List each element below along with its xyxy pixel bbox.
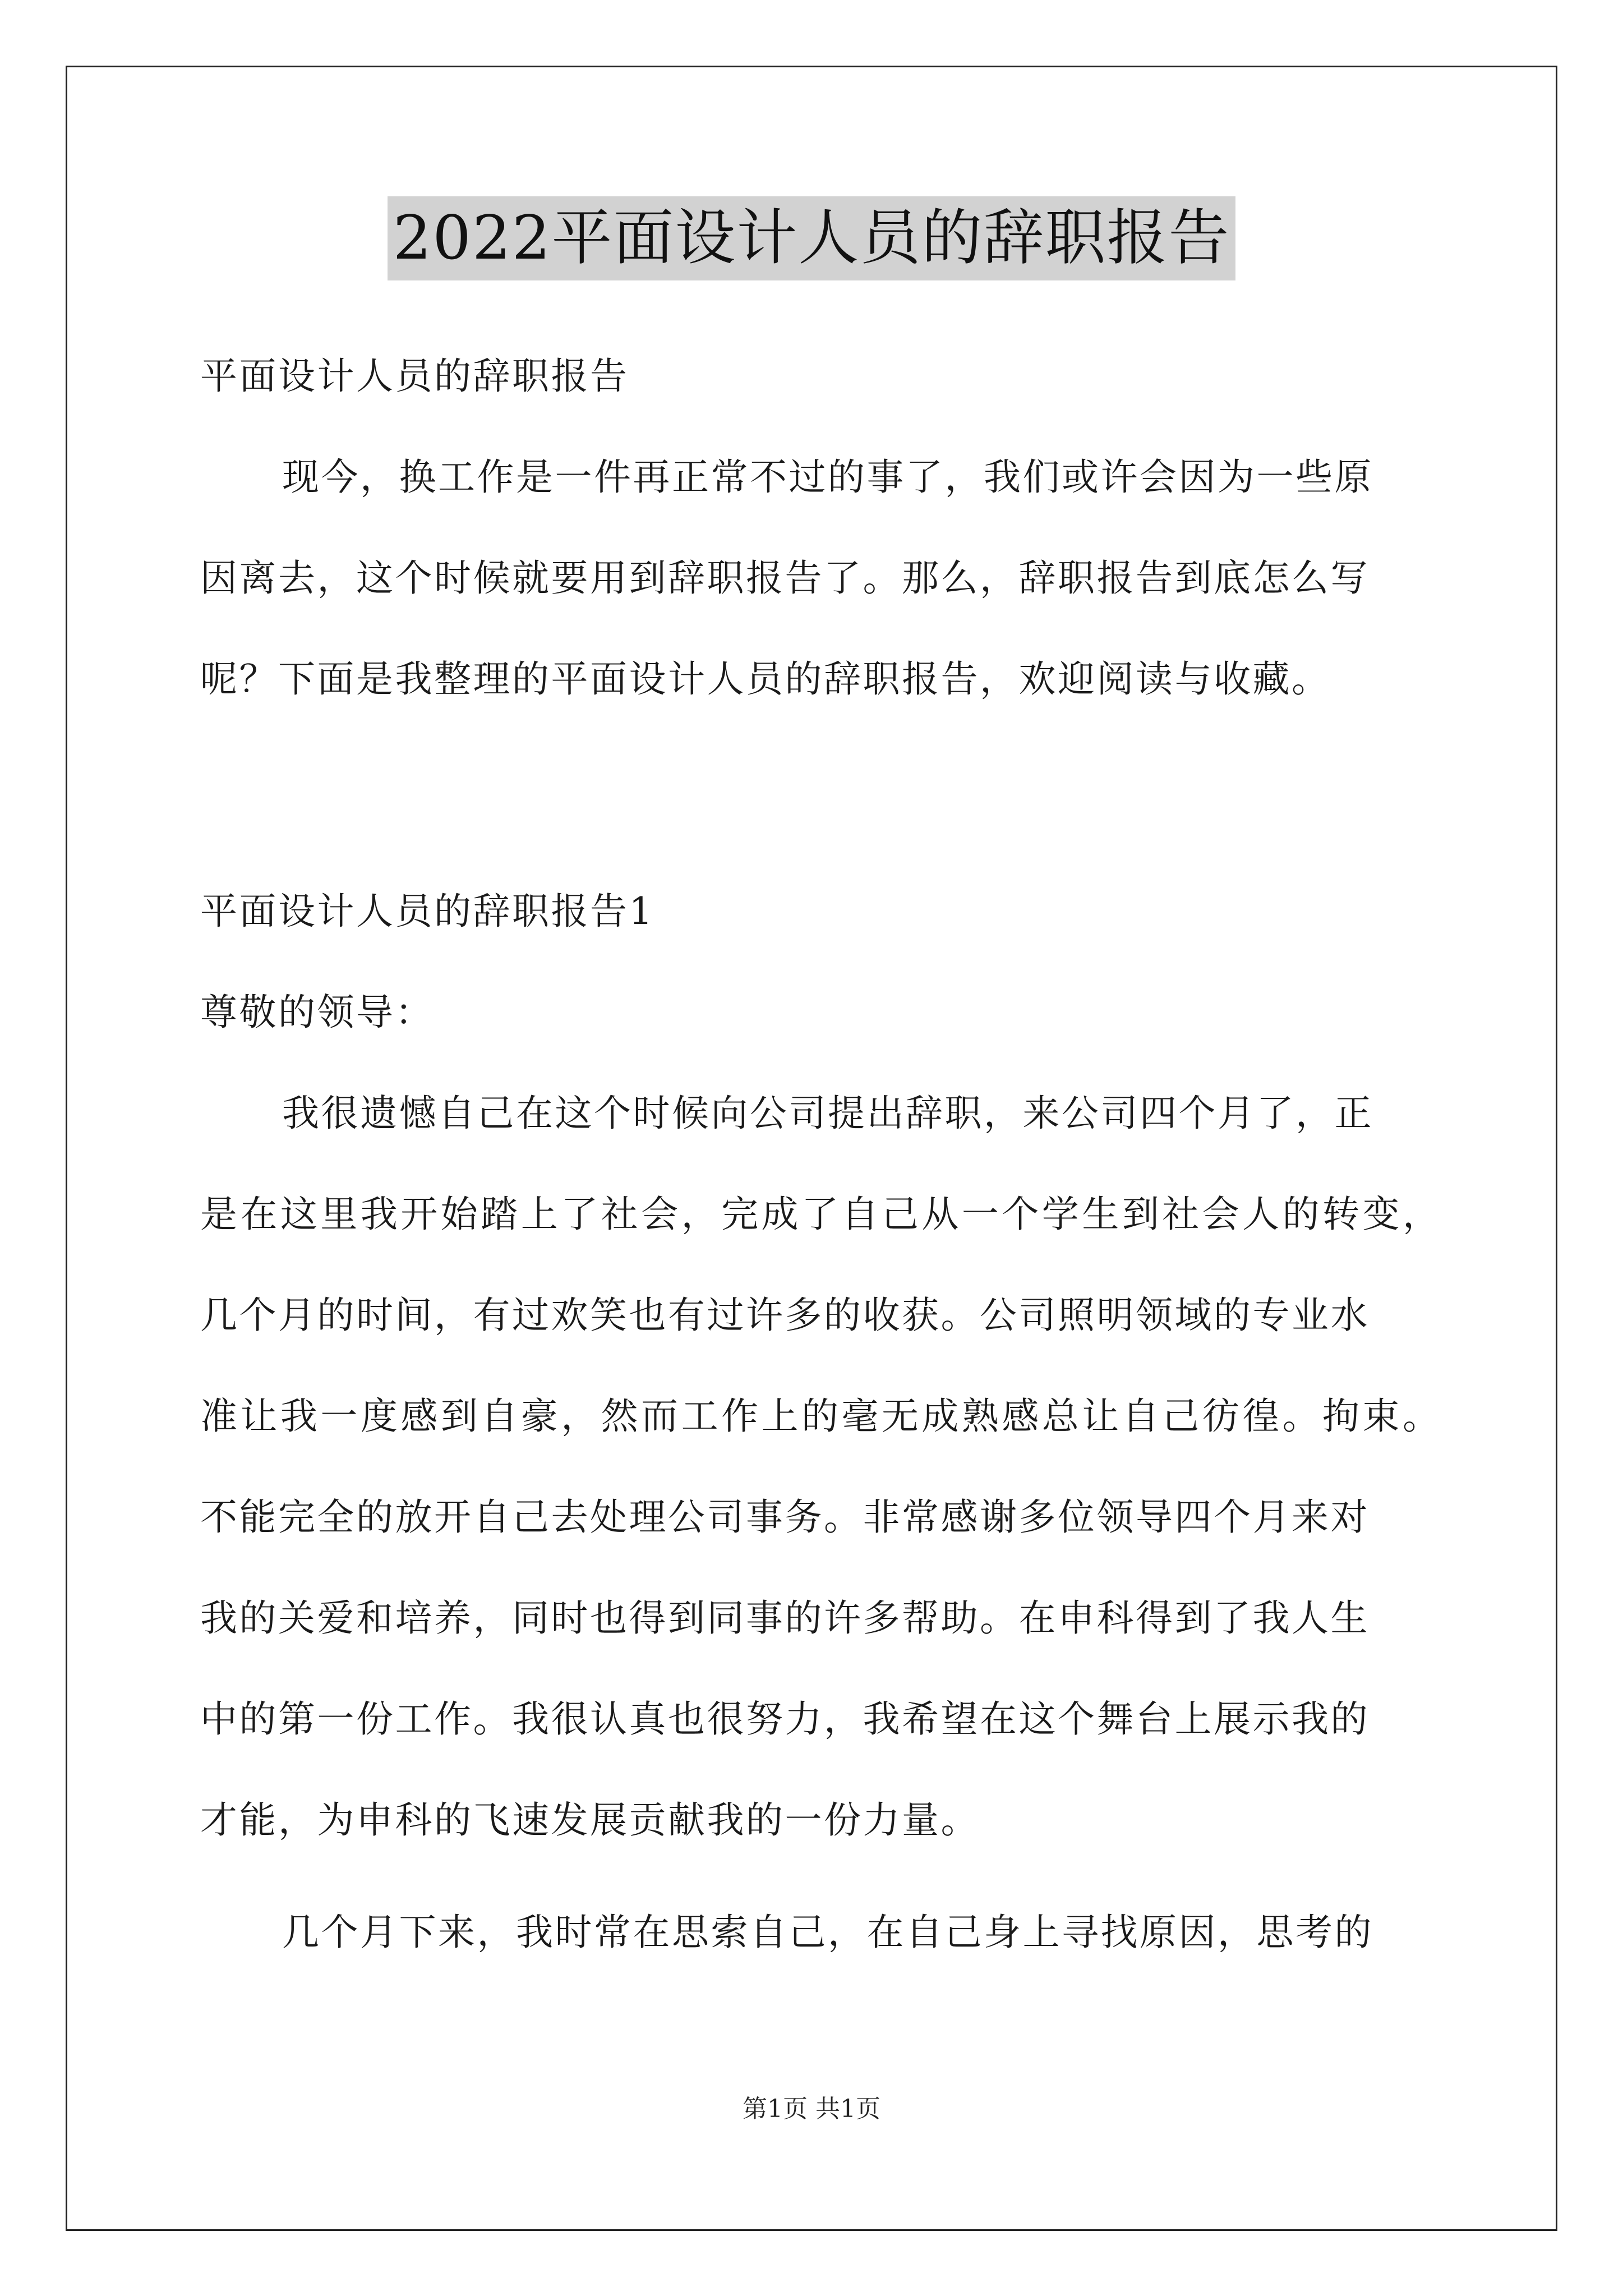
body-line-9: 几个月下来，我时常在思索自己，在自己身上寻找原因，思考的 <box>282 1911 1373 1954</box>
body-line-6: 我的关爱和培养，同时也得到同事的许多帮助。在申科得到了我人生 <box>200 1596 1370 1640</box>
intro-heading: 平面设计人员的辞职报告 <box>200 355 629 398</box>
intro-line-3: 呢？下面是我整理的平面设计人员的辞职报告，欢迎阅读与收藏。 <box>200 657 1331 701</box>
section-heading: 平面设计人员的辞职报告1 <box>200 890 654 933</box>
body-line-8: 才能，为申科的飞速发展贡献我的一份力量。 <box>200 1798 980 1842</box>
intro-line-2: 因离去，这个时候就要用到辞职报告了。那么，辞职报告到底怎么写 <box>200 556 1370 600</box>
body-line-5: 不能完全的放开自己去处理公司事务。非常感谢多位领导四个月来对 <box>200 1496 1370 1539</box>
body-line-1: 我很遗憾自己在这个时候向公司提出辞职，来公司四个月了，正 <box>282 1092 1373 1135</box>
salutation: 尊敬的领导： <box>200 991 434 1034</box>
body-line-3: 几个月的时间，有过欢笑也有过许多的收获。公司照明领域的专业水 <box>200 1294 1370 1337</box>
intro-line-1: 现今，换工作是一件再正常不过的事了，我们或许会因为一些原 <box>282 455 1373 499</box>
page-number-footer: 第1页 共1页 <box>743 2095 880 2123</box>
title-container <box>0 196 1623 280</box>
body-line-4: 准让我一度感到自豪，然而工作上的毫无成熟感总让自己彷徨。拘束。 <box>200 1395 1440 1438</box>
document-title: 2022平面设计人员的辞职报告 <box>388 196 1236 280</box>
body-line-7: 中的第一份工作。我很认真也很努力，我希望在这个舞台上展示我的 <box>200 1697 1370 1741</box>
body-line-2: 是在这里我开始踏上了社会，完成了自己从一个学生到社会人的转变， <box>200 1193 1440 1236</box>
